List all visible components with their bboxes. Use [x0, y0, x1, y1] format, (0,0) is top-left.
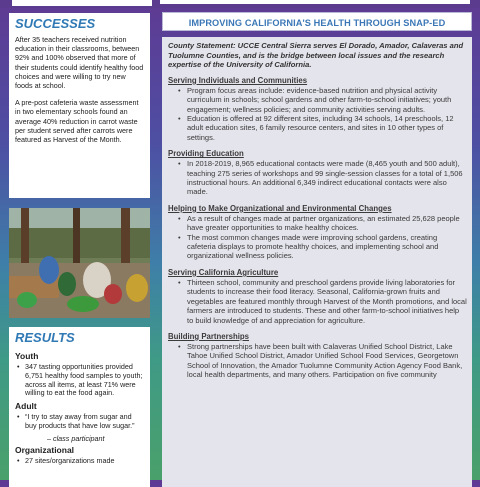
list-item: • In 2018-2019, 8,965 educational contacts were made (8,465 youth and 500 adult), teaching 275 series of workshops and 99 single-session classes for a total of 1,506 instructional hours. An additional 6,349 indirect educational contacts were also made.: [187, 159, 467, 197]
list-item: • “I try to stay away from sugar and buy products that have low sugar.”: [25, 413, 145, 431]
results-adult-label: Adult: [15, 401, 37, 412]
successes-paragraph: A pre-post cafeteria waste assessment in two elementary schools found an average 40% reduction in carrot waste per student served after carrots were featured as Harvest of the Month.: [15, 98, 139, 145]
list-item: • Thirteen school, community and preschool gardens provide living laboratories for students to increase their food literacy. Seasonal, California-grown fruits and vegetables are featured monthly through Harvest of the Month promotions, and local farmers are introduced to students. These and other farm-to-school initiatives help to build knowledge of and appreciation for agriculture.: [187, 278, 467, 325]
list-item: • Strong partnerships have been built with Calaveras Unified School District, Lake Tahoe Unified School District, Amador Unified School Food Services, Georgetown School of Innovation, the Amador Tuolumne Community Action Agency Food Bank, local health departments, and many others. Participation on five community: [187, 342, 467, 380]
results-youth-label: Youth: [15, 351, 39, 361]
results-organizational-list: [15, 457, 145, 466]
page-title: IMPROVING CALIFORNIA'S HEALTH THROUGH SNAP-ED: [188, 18, 446, 28]
list-item: • Program focus areas include: evidence-based nutrition and physical activity curriculum in schools; school gardens and other farm-to-school initiatives; youth engagement; wellness policies; and community activities serving adults.: [187, 86, 467, 114]
section-list-serving-agriculture: [168, 278, 467, 325]
results-youth-list: [15, 363, 145, 398]
page-title-banner: [162, 12, 472, 31]
successes-panel: [9, 13, 150, 198]
section-list-providing-education: [168, 159, 467, 197]
section-heading-building-partnerships: Building Partnerships: [168, 331, 250, 341]
classroom-garden-photo: [9, 208, 150, 318]
list-item: • The most common changes made were improving school gardens, creating cafeteria displays to promote healthy choices, and implementing school and organizational wellness policies.: [187, 233, 467, 261]
results-panel: [9, 327, 150, 487]
list-item: • 27 sites/organizations made: [25, 457, 145, 466]
section-heading-serving-individuals: Serving Individuals and Communities: [168, 75, 308, 85]
top-banner: [0, 0, 480, 8]
list-item: • Education is offered at 92 different sites, including 34 schools, 14 preschools, 12 adult education sites, 6 family resource centers, and sites in 10 other types of settings.: [187, 114, 467, 142]
photo-illustration: [9, 208, 150, 318]
results-adult-list: [15, 413, 145, 431]
section-list-serving-individuals: [168, 86, 467, 142]
section-heading-organizational-changes: Helping to Make Organizational and Environmental Changes: [168, 203, 392, 213]
top-banner-right-strip: [160, 0, 470, 4]
quote-attribution: – class participant: [47, 433, 105, 443]
list-item: • As a result of changes made at partner organizations, an estimated 25,628 people have greater opportunities to make healthy choices.: [187, 214, 467, 233]
results-heading: RESULTS: [15, 330, 75, 345]
successes-paragraph: After 35 teachers received nutrition education in their classrooms, between 92% and 100% observed that more of their students could identify healthy food choices and were willing to try new foods at school.: [15, 35, 144, 91]
successes-heading: SUCCESSES: [15, 16, 96, 31]
section-list-building-partnerships: [168, 342, 467, 380]
top-banner-left-strip: [12, 0, 152, 6]
section-heading-providing-education: Providing Education: [168, 149, 244, 159]
section-list-organizational-changes: [168, 214, 467, 261]
results-organizational-label: Organizational: [15, 444, 75, 455]
main-content-panel: [162, 37, 472, 487]
county-statement: County Statement: UCCE Central Sierra serves El Dorado, Amador, Calaveras and Tuolumne Counties, and is the bridge between local issues and the research expertise of the University of California.: [168, 41, 464, 70]
list-item: • 347 tasting opportunities provided 6,751 healthy food samples to youth; across all items, at least 71% were willing to eat the food again.: [25, 363, 145, 398]
section-heading-serving-agriculture: Serving California Agriculture: [168, 267, 279, 277]
